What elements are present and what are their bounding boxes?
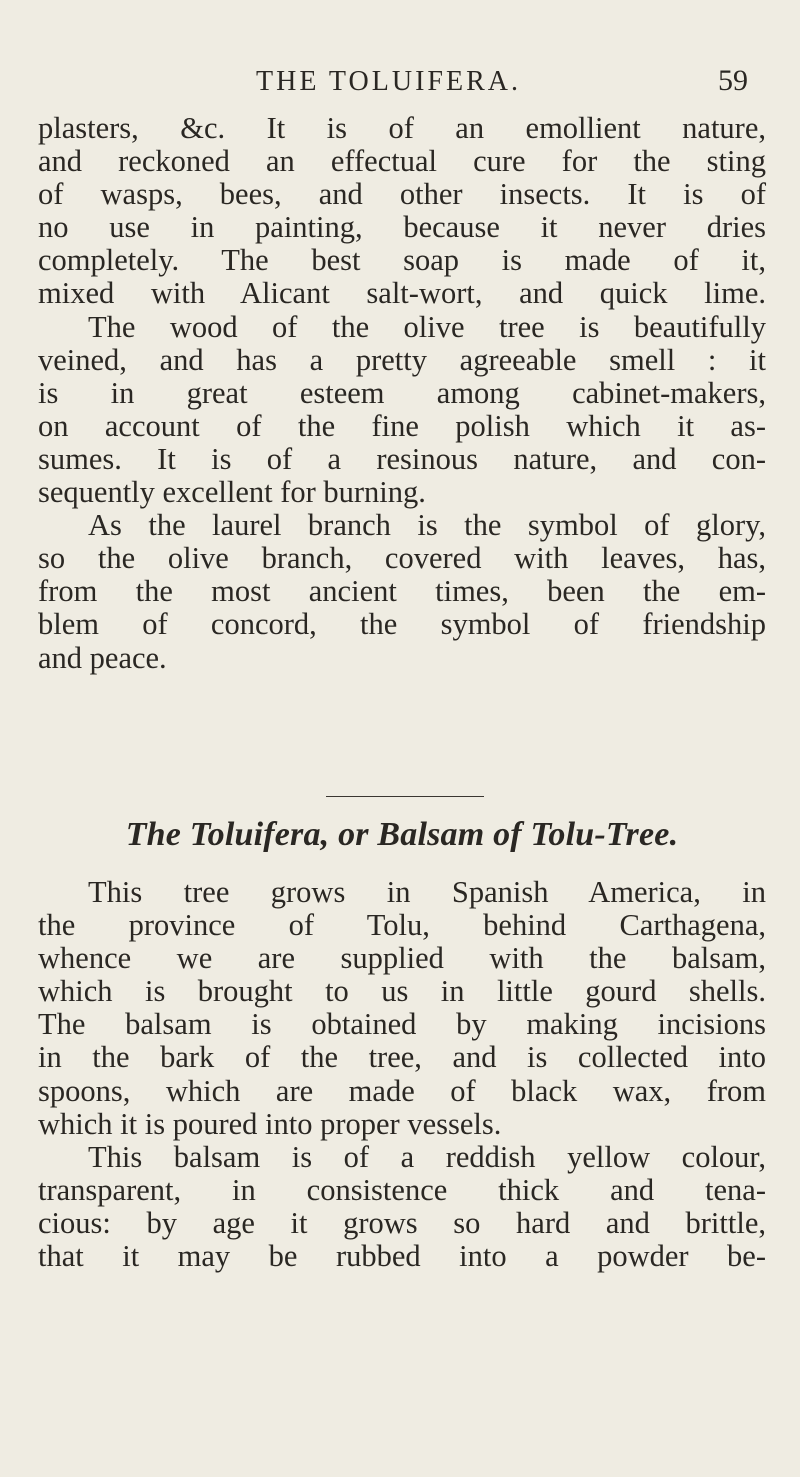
text-line: which it is poured into proper vessels. bbox=[38, 1106, 502, 1141]
text-line: As the laurel branch is the symbol of glory, bbox=[88, 508, 766, 543]
text-line: cious: by age it grows so hard and brittle, bbox=[38, 1205, 766, 1240]
body-text-after-section bbox=[38, 876, 766, 1273]
text-line: sequently excellent for burning. bbox=[38, 475, 426, 510]
text-line: The wood of the olive tree is beautifully bbox=[88, 309, 766, 344]
text-line: spoons, which are made of black wax, from bbox=[38, 1073, 766, 1108]
text-line: plasters, &c. It is of an emollient nature, bbox=[38, 111, 766, 145]
section-heading: The Toluifera, or Balsam of Tolu-Tree. bbox=[125, 816, 679, 853]
text-line: whence we are supplied with the balsam, bbox=[38, 941, 766, 976]
text-line: the province of Tolu, behind Carthagena, bbox=[38, 908, 766, 943]
text-line: sumes. It is of a resinous nature, and con- bbox=[38, 441, 766, 476]
text-line: which is brought to us in little gourd shells. bbox=[38, 974, 766, 1009]
text-line: that it may be rubbed into a powder be- bbox=[38, 1239, 766, 1274]
text-line: of wasps, bees, and other insects. It is of bbox=[38, 177, 766, 212]
section-divider bbox=[326, 796, 484, 797]
text-line: no use in painting, because it never dries bbox=[38, 210, 766, 245]
text-line: mixed with Alicant salt-wort, and quick lime. bbox=[38, 276, 766, 311]
text-line: transparent, in consistence thick and tena- bbox=[38, 1172, 766, 1207]
text-line: from the most ancient times, been the em- bbox=[38, 574, 766, 609]
text-line: and reckoned an effectual cure for the sting bbox=[38, 144, 766, 179]
body-text-before-section bbox=[38, 112, 766, 675]
running-title: THE TOLUIFERA. bbox=[256, 66, 521, 97]
text-line: in the bark of the tree, and is collected into bbox=[38, 1040, 766, 1075]
page-number: 59 bbox=[718, 64, 748, 97]
text-line: This tree grows in Spanish America, in bbox=[88, 875, 766, 909]
text-line: The balsam is obtained by making incisions bbox=[38, 1007, 766, 1042]
text-line: veined, and has a pretty agreeable smell : it bbox=[38, 342, 766, 377]
text-line: completely. The best soap is made of it, bbox=[38, 243, 766, 278]
text-line: on account of the fine polish which it as- bbox=[38, 408, 766, 443]
text-line: This balsam is of a reddish yellow colour, bbox=[88, 1139, 766, 1174]
text-line: blem of concord, the symbol of friendship bbox=[38, 607, 766, 642]
text-line: and peace. bbox=[38, 640, 167, 675]
text-line: so the olive branch, covered with leaves, has, bbox=[38, 541, 766, 576]
running-header bbox=[0, 66, 800, 116]
text-line: is in great esteem among cabinet-makers, bbox=[38, 375, 766, 410]
